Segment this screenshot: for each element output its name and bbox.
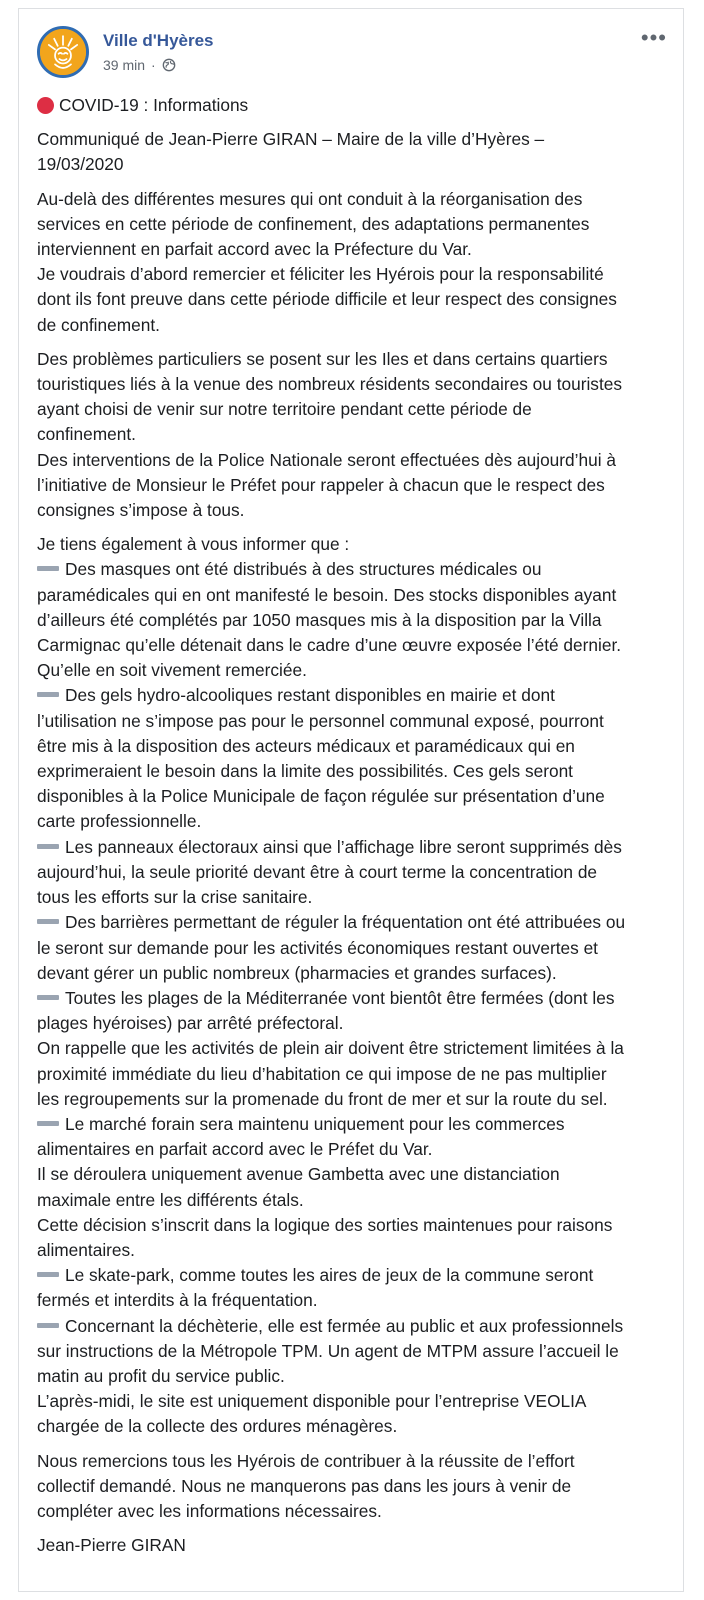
bullet-text: carte professionnelle.	[37, 811, 202, 832]
bullet-text: Des gels hydro-alcooliques restant disponibles en mairie et dont	[65, 685, 555, 706]
text-line	[37, 759, 657, 784]
text-line	[37, 809, 657, 834]
text-line: dont ils font preuve dans cette période difficile et leur respect des consignes	[37, 289, 617, 310]
text-line: de confinement.	[37, 314, 160, 335]
heavy-minus-icon	[37, 995, 59, 1000]
paragraph-3	[37, 532, 657, 1439]
text-line	[37, 936, 657, 961]
text-line	[37, 1288, 657, 1313]
heavy-minus-icon	[37, 1272, 59, 1277]
text-line	[37, 709, 657, 734]
text-line	[37, 633, 657, 658]
text-line: Au-delà des différentes mesures qui ont conduit à la réorganisation des	[37, 188, 583, 209]
bullet-text: paramédicales qui en ont manifesté le besoin. Des stocks disponibles ayant	[37, 584, 617, 605]
bullet-text: chargée de la collecte des ordures ménagères.	[37, 1416, 398, 1437]
text-line: touristiques liés à la venue des nombreux résidents secondaires ou touristes	[37, 374, 623, 395]
text-line	[37, 1011, 657, 1036]
bullet-text: Je tiens également à vous informer que :	[37, 534, 350, 555]
facebook-post-card	[18, 8, 684, 1592]
bullet-text: disponibles à la Police Municipale de façon régulée sur présentation d’une	[37, 786, 605, 807]
bullet-text: Le skate-park, comme toutes les aires de jeux de la commune seront	[65, 1265, 594, 1286]
bullet-text: l’utilisation ne s’impose pas pour le personnel communal exposé, pourront	[37, 710, 604, 731]
bullet-text: fermés et interdits à la fréquentation.	[37, 1290, 318, 1311]
text-line	[37, 961, 657, 986]
text-line	[37, 784, 657, 809]
text-line: Des problèmes particuliers se posent sur les Iles et dans certains quartiers	[37, 348, 608, 369]
paragraph-1	[37, 187, 657, 338]
text-line	[37, 1036, 657, 1061]
post-header	[19, 9, 683, 84]
text-line: interviennent en parfait accord avec la Préfecture du Var.	[37, 239, 472, 260]
text-line: collectif demandé. Nous ne manquerons pas dans les jours à venir de	[37, 1475, 572, 1496]
bullet-line	[37, 1112, 657, 1137]
bullet-text: sur instructions de la Métropole TPM. Un agent de MTPM assure l’accueil le	[37, 1340, 619, 1361]
text-line: consignes s’impose à tous.	[37, 500, 245, 521]
text-line	[37, 583, 657, 608]
bullet-text: Des masques ont été distribués à des structures médicales ou	[65, 559, 542, 580]
bullet-text: d’ailleurs été complétés par 1050 masques mis à la disposition par la Villa	[37, 609, 602, 630]
bullet-text: proximité immédiate du lieu d’habitation ce qui impose de ne pas multiplier	[37, 1063, 607, 1084]
bullet-text: On rappelle que les activités de plein air doivent être strictement limitées à la	[37, 1038, 624, 1059]
text-line	[37, 1062, 657, 1087]
bullet-text: les regroupements sur la promenade du front de mer et sur la route du sel.	[37, 1088, 608, 1109]
bullet-text: Il se déroulera uniquement avenue Gambetta avec une distanciation	[37, 1164, 560, 1185]
text-line: 19/03/2020	[37, 154, 124, 175]
text-line	[37, 532, 657, 557]
post-time[interactable]: 39 min	[103, 57, 146, 73]
bullet-text: Des barrières permettant de réguler la fréquentation ont été attribuées ou	[65, 912, 626, 933]
bullet-text: le seront sur demande pour les activités économiques restant ouvertes et	[37, 937, 598, 958]
text-line	[37, 658, 657, 683]
heavy-minus-icon	[37, 1323, 59, 1328]
post-meta	[103, 57, 176, 73]
bullet-line	[37, 1263, 657, 1288]
post-title-line	[37, 93, 657, 118]
text-line: ayant choisi de venir sur notre territoire pendant cette période de	[37, 399, 532, 420]
bullet-line	[37, 1314, 657, 1339]
text-line	[37, 1087, 657, 1112]
communique-paragraph	[37, 127, 657, 177]
heavy-minus-icon	[37, 1121, 59, 1126]
heavy-minus-icon	[37, 844, 59, 849]
text-line	[37, 1339, 657, 1364]
page-name-link[interactable]: Ville d'Hyères	[103, 31, 214, 50]
bullet-text: maximale entre les différents étals.	[37, 1189, 304, 1210]
globe-icon[interactable]	[162, 58, 176, 72]
text-line: Des interventions de la Police Nationale seront effectuées dès aujourd’hui à	[37, 449, 616, 470]
bullet-text: Le marché forain sera maintenu uniquement pour les commerces	[65, 1113, 565, 1134]
more-options-button[interactable]: •••	[640, 25, 667, 50]
text-line	[37, 1238, 657, 1263]
signature: Jean-Pierre GIRAN	[37, 1535, 186, 1556]
text-line: l’initiative de Monsieur le Préfet pour rappeler à chacun que le respect des	[37, 474, 605, 495]
text-line	[37, 1364, 657, 1389]
text-line	[37, 1188, 657, 1213]
bullet-text: devant gérer un public nombreux (pharmacies et grandes surfaces).	[37, 962, 557, 983]
bullet-text: Concernant la déchèterie, elle est fermée au public et aux professionnels	[65, 1315, 624, 1336]
bullet-text: Qu’elle en soit vivement remerciée.	[37, 660, 307, 681]
bullet-text: exprimeraient le besoin dans la limite des possibilités. Ces gels seront	[37, 761, 573, 782]
bullet-text: aujourd’hui, la seule priorité devant être à court terme la concentration de	[37, 861, 598, 882]
bullet-line	[37, 986, 657, 1011]
paragraph-2	[37, 347, 657, 523]
bullet-text: Carmignac qu’elle détenait dans le cadre d’une œuvre exposée l’été dernier.	[37, 635, 622, 656]
bullet-line	[37, 557, 657, 582]
paragraph-4	[37, 1449, 657, 1525]
bullet-text: alimentaires.	[37, 1239, 135, 1260]
text-line: confinement.	[37, 424, 136, 445]
text-line: compléter avec les informations nécessaires.	[37, 1500, 382, 1521]
text-line	[37, 860, 657, 885]
bullet-text: matin au profit du service public.	[37, 1365, 285, 1386]
text-line: Je voudrais d’abord remercier et féliciter les Hyérois pour la responsabilité	[37, 264, 604, 285]
text-line	[37, 1213, 657, 1238]
text-line	[37, 885, 657, 910]
heavy-minus-icon	[37, 919, 59, 924]
bullet-line	[37, 683, 657, 708]
bullet-text: L’après-midi, le site est uniquement disponible pour l’entreprise VEOLIA	[37, 1391, 587, 1412]
bullet-text: alimentaires en parfait accord avec le Préfet du Var.	[37, 1139, 433, 1160]
red-circle-icon	[37, 97, 54, 114]
bullet-line	[37, 910, 657, 935]
bullet-text: Toutes les plages de la Méditerranée vont bientôt être fermées (dont les	[65, 987, 615, 1008]
heavy-minus-icon	[37, 566, 59, 571]
bullet-text: Les panneaux électoraux ainsi que l’affichage libre seront supprimés dès	[65, 836, 622, 857]
bullet-text: tous les efforts sur la crise sanitaire.	[37, 887, 313, 908]
text-line	[37, 608, 657, 633]
bullet-text: Cette décision s’inscrit dans la logique des sorties maintenues pour raisons	[37, 1214, 613, 1235]
post-body	[19, 84, 683, 1558]
text-line	[37, 1414, 657, 1439]
post-title: COVID-19 : Informations	[59, 95, 249, 115]
text-line: Nous remercions tous les Hyérois de contribuer à la réussite de l’effort	[37, 1450, 575, 1471]
city-logo-icon	[40, 29, 86, 75]
text-line	[37, 1137, 657, 1162]
text-line	[37, 1389, 657, 1414]
bullet-text: être mis à la disposition des acteurs médicaux et paramédicaux qui en	[37, 735, 575, 756]
bullet-line	[37, 835, 657, 860]
bullet-text: plages hyéroises) par arrêté préfectoral.	[37, 1013, 344, 1034]
page-avatar[interactable]	[37, 26, 89, 78]
text-line	[37, 734, 657, 759]
heavy-minus-icon	[37, 692, 59, 697]
text-line: services en cette période de confinement, des adaptations permanentes	[37, 213, 590, 234]
text-line: Communiqué de Jean-Pierre GIRAN – Maire de la ville d’Hyères –	[37, 129, 545, 150]
meta-separator: ·	[151, 57, 156, 73]
text-line	[37, 1162, 657, 1187]
